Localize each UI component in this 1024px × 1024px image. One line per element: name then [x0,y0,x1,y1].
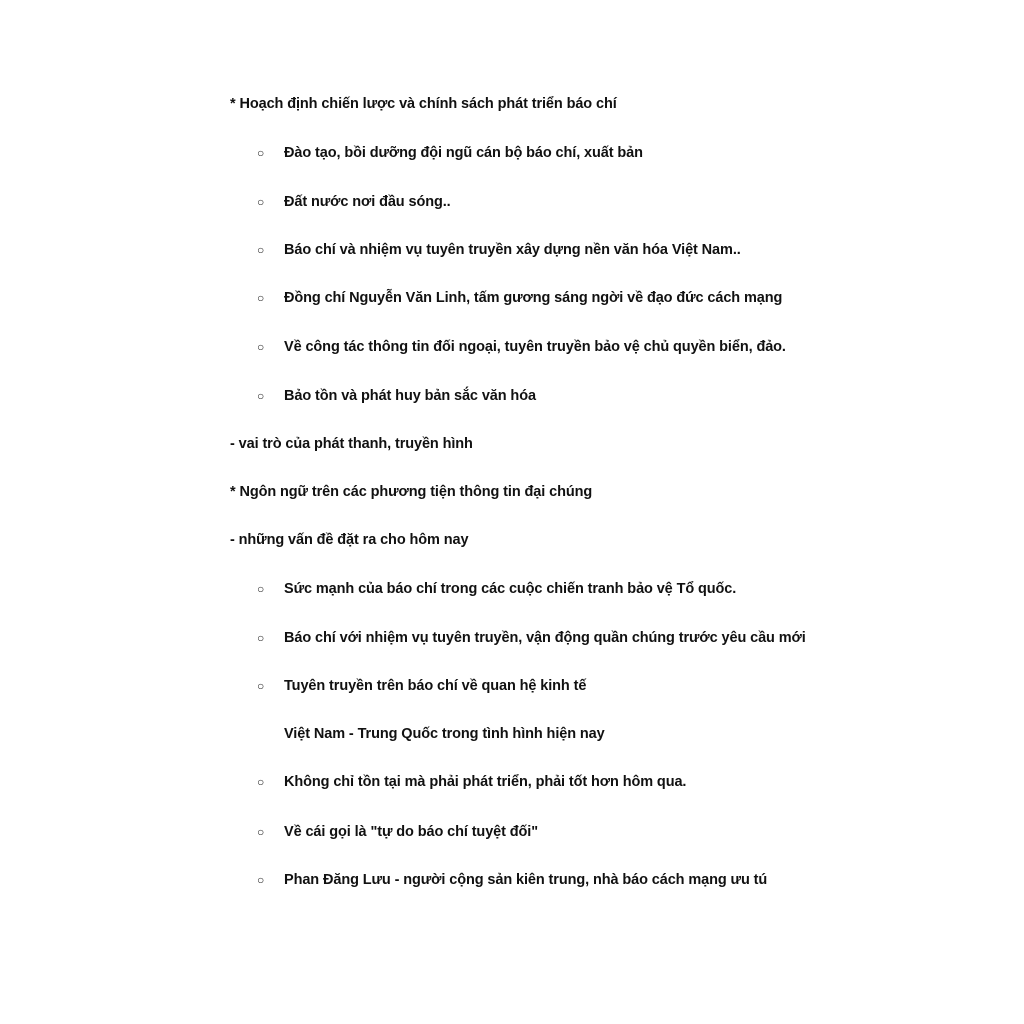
list-item [257,577,736,601]
circle-bullet-icon: ○ [257,873,265,887]
list-item-text: Báo chí và nhiệm vụ tuyên truyền xây dựng nền văn hóa Việt Nam.. [284,242,741,258]
list-item-text: Về công tác thông tin đối ngoại, tuyên truyền bảo vệ chủ quyền biển, đảo. [284,339,786,355]
circle-bullet-icon: ○ [257,775,265,789]
circle-bullet-icon: ○ [257,631,265,645]
list-item-text: Bảo tồn và phát huy bản sắc văn hóa [284,388,536,404]
circle-bullet-icon: ○ [257,582,265,596]
list-item-text: Việt Nam - Trung Quốc trong tình hình hiện nay [284,726,605,742]
circle-bullet-icon: ○ [257,195,265,209]
circle-bullet-icon: ○ [257,243,265,257]
heading-line [230,432,473,456]
circle-bullet-icon: ○ [257,825,265,839]
line-text: * Hoạch định chiến lược và chính sách phát triển báo chí [230,96,617,112]
circle-bullet-icon: ○ [257,146,265,160]
heading-line [230,92,617,116]
circle-bullet-icon: ○ [257,340,265,354]
list-item-text: Báo chí với nhiệm vụ tuyên truyền, vận động quần chúng trước yêu cầu mới [284,630,806,646]
circle-bullet-icon: ○ [257,291,265,305]
list-item [257,674,586,698]
list-item-continuation [284,722,605,746]
line-text: - những vấn đề đặt ra cho hôm nay [230,532,469,548]
list-item [257,286,782,310]
list-item-text: Phan Đăng Lưu - người cộng sản kiên trung, nhà báo cách mạng ưu tú [284,872,768,888]
list-item [257,238,741,262]
list-item [257,770,686,794]
list-item-text: Đất nước nơi đầu sóng.. [284,194,451,210]
list-item [257,335,786,359]
list-item-text: Sức mạnh của báo chí trong các cuộc chiến tranh bảo vệ Tổ quốc. [284,581,737,597]
list-item-text: Về cái gọi là "tự do báo chí tuyệt đối" [284,824,538,840]
list-item [257,868,767,892]
circle-bullet-icon: ○ [257,389,265,403]
heading-line [230,528,468,552]
list-item [257,190,451,214]
circle-bullet-icon: ○ [257,679,265,693]
list-item [257,384,536,408]
list-item-text: Không chỉ tồn tại mà phải phát triển, phải tốt hơn hôm qua. [284,774,687,790]
line-text: - vai trò của phát thanh, truyền hình [230,436,473,452]
list-item [257,626,806,650]
heading-line [230,480,592,504]
list-item-text: Đào tạo, bồi dưỡng đội ngũ cán bộ báo chí, xuất bản [284,145,643,161]
list-item-text: Đồng chí Nguyễn Văn Linh, tấm gương sáng ngời về đạo đức cách mạng [284,290,783,306]
list-item-text: Tuyên truyền trên báo chí về quan hệ kinh tế [284,678,587,694]
list-item [257,141,643,165]
list-item [257,820,538,844]
line-text: * Ngôn ngữ trên các phương tiện thông tin đại chúng [230,484,593,500]
